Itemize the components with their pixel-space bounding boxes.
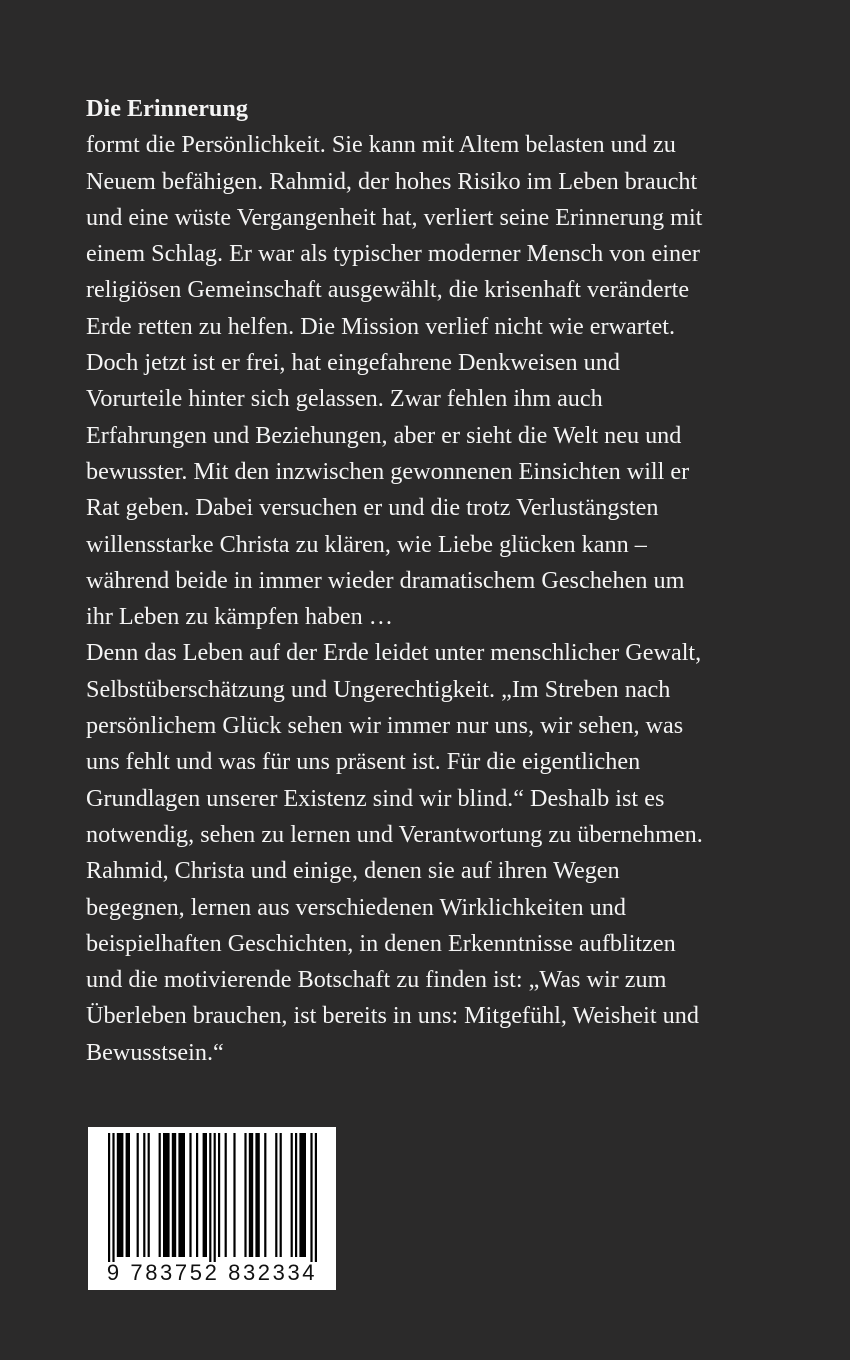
barcode-guard-bar bbox=[209, 1133, 211, 1262]
barcode-bar bbox=[203, 1133, 207, 1257]
barcode-bar bbox=[178, 1133, 185, 1257]
barcode-bar bbox=[264, 1133, 266, 1257]
blurb-line: Doch jetzt ist er frei, hat eingefahrene Denkweisen und bbox=[86, 349, 620, 377]
barcode-guard-bar bbox=[112, 1133, 114, 1262]
isbn-barcode bbox=[88, 1127, 336, 1290]
barcode-bars bbox=[88, 1127, 336, 1262]
barcode-bar bbox=[291, 1133, 293, 1257]
blurb-text bbox=[86, 91, 806, 1071]
barcode-guard-bar bbox=[214, 1133, 216, 1262]
blurb-line: Erde retten zu helfen. Die Mission verlief nicht wie erwartet. bbox=[86, 312, 676, 340]
blurb-line: religiösen Gemeinschaft ausgewählt, die krisenhaft veränderte bbox=[86, 276, 690, 304]
blurb-line: Selbstüberschätzung und Ungerechtigkeit. „Im Streben nach bbox=[86, 675, 671, 703]
blurb-line: willensstarke Christa zu klären, wie Liebe glücken kann – bbox=[86, 530, 647, 558]
barcode-bar bbox=[196, 1133, 198, 1257]
barcode-guard-bar bbox=[310, 1133, 312, 1262]
barcode-bar bbox=[218, 1133, 220, 1257]
barcode-bar bbox=[143, 1133, 145, 1257]
blurb-line: Vorurteile hinter sich gelassen. Zwar fehlen ihm auch bbox=[86, 385, 603, 413]
barcode-bar bbox=[299, 1133, 306, 1257]
blurb-line: persönlichem Glück sehen wir immer nur uns, wir sehen, was bbox=[86, 712, 684, 740]
blurb-line: Rahmid, Christa und einige, denen sie auf ihren Wegen bbox=[86, 857, 620, 885]
barcode-bar bbox=[148, 1133, 150, 1257]
blurb-line: Rat geben. Dabei versuchen er und die trotz Verlustängsten bbox=[86, 494, 659, 522]
barcode-bar bbox=[137, 1133, 139, 1257]
blurb-line: Bewusstsein.“ bbox=[86, 1038, 224, 1066]
barcode-bar bbox=[295, 1133, 297, 1257]
blurb-line: notwendig, sehen zu lernen und Verantwortung zu übernehmen. bbox=[86, 820, 703, 848]
blurb-line: Erfahrungen und Beziehungen, aber er sieht die Welt neu und bbox=[86, 421, 682, 449]
barcode-bar bbox=[280, 1133, 282, 1257]
barcode-bar bbox=[163, 1133, 170, 1257]
blurb-line: ihr Leben zu kämpfen haben … bbox=[86, 603, 393, 631]
barcode-bar bbox=[244, 1133, 246, 1257]
blurb-line: und die motivierende Botschaft zu finden ist: „Was wir zum bbox=[86, 966, 667, 994]
barcode-bar bbox=[225, 1133, 227, 1257]
barcode-bar bbox=[172, 1133, 176, 1257]
blurb-line: formt die Persönlichkeit. Sie kann mit Altem belasten und zu bbox=[86, 131, 676, 159]
barcode-bar bbox=[249, 1133, 253, 1257]
barcode-guard-bar bbox=[108, 1133, 110, 1262]
blurb-title: Die Erinnerung bbox=[86, 95, 248, 122]
barcode-bar bbox=[233, 1133, 235, 1257]
barcode-bar bbox=[255, 1133, 259, 1257]
blurb-line: während beide in immer wieder dramatischem Geschehen um bbox=[86, 566, 685, 594]
blurb-line: beispielhaften Geschichten, in denen Erkenntnisse aufblitzen bbox=[86, 929, 676, 957]
blurb-line: Überleben brauchen, ist bereits in uns: Mitgefühl, Weisheit und bbox=[86, 1002, 699, 1030]
barcode-bar bbox=[126, 1133, 130, 1257]
blurb-line: einem Schlag. Er war als typischer moderner Mensch von einer bbox=[86, 240, 700, 268]
barcode-bar bbox=[117, 1133, 124, 1257]
barcode-bar bbox=[159, 1133, 161, 1257]
barcode-guard-bar bbox=[315, 1133, 317, 1262]
isbn-number: 9 783752 832334 bbox=[106, 1260, 318, 1285]
barcode-bar bbox=[189, 1133, 191, 1257]
blurb-line: und eine wüste Vergangenheit hat, verliert seine Erinnerung mit bbox=[86, 203, 703, 231]
blurb-line: Denn das Leben auf der Erde leidet unter menschlicher Gewalt, bbox=[86, 639, 702, 667]
barcode-bar bbox=[275, 1133, 277, 1257]
blurb-line: Grundlagen unserer Existenz sind wir blind.“ Deshalb ist es bbox=[86, 784, 665, 812]
blurb-line: begegnen, lernen aus verschiedenen Wirklichkeiten und bbox=[86, 893, 626, 921]
blurb-line: bewusster. Mit den inzwischen gewonnenen Einsichten will er bbox=[86, 457, 690, 485]
blurb-line: uns fehlt und was für uns präsent ist. Für die eigentlichen bbox=[86, 748, 641, 776]
blurb-line: Neuem befähigen. Rahmid, der hohes Risiko im Leben braucht bbox=[86, 167, 698, 195]
